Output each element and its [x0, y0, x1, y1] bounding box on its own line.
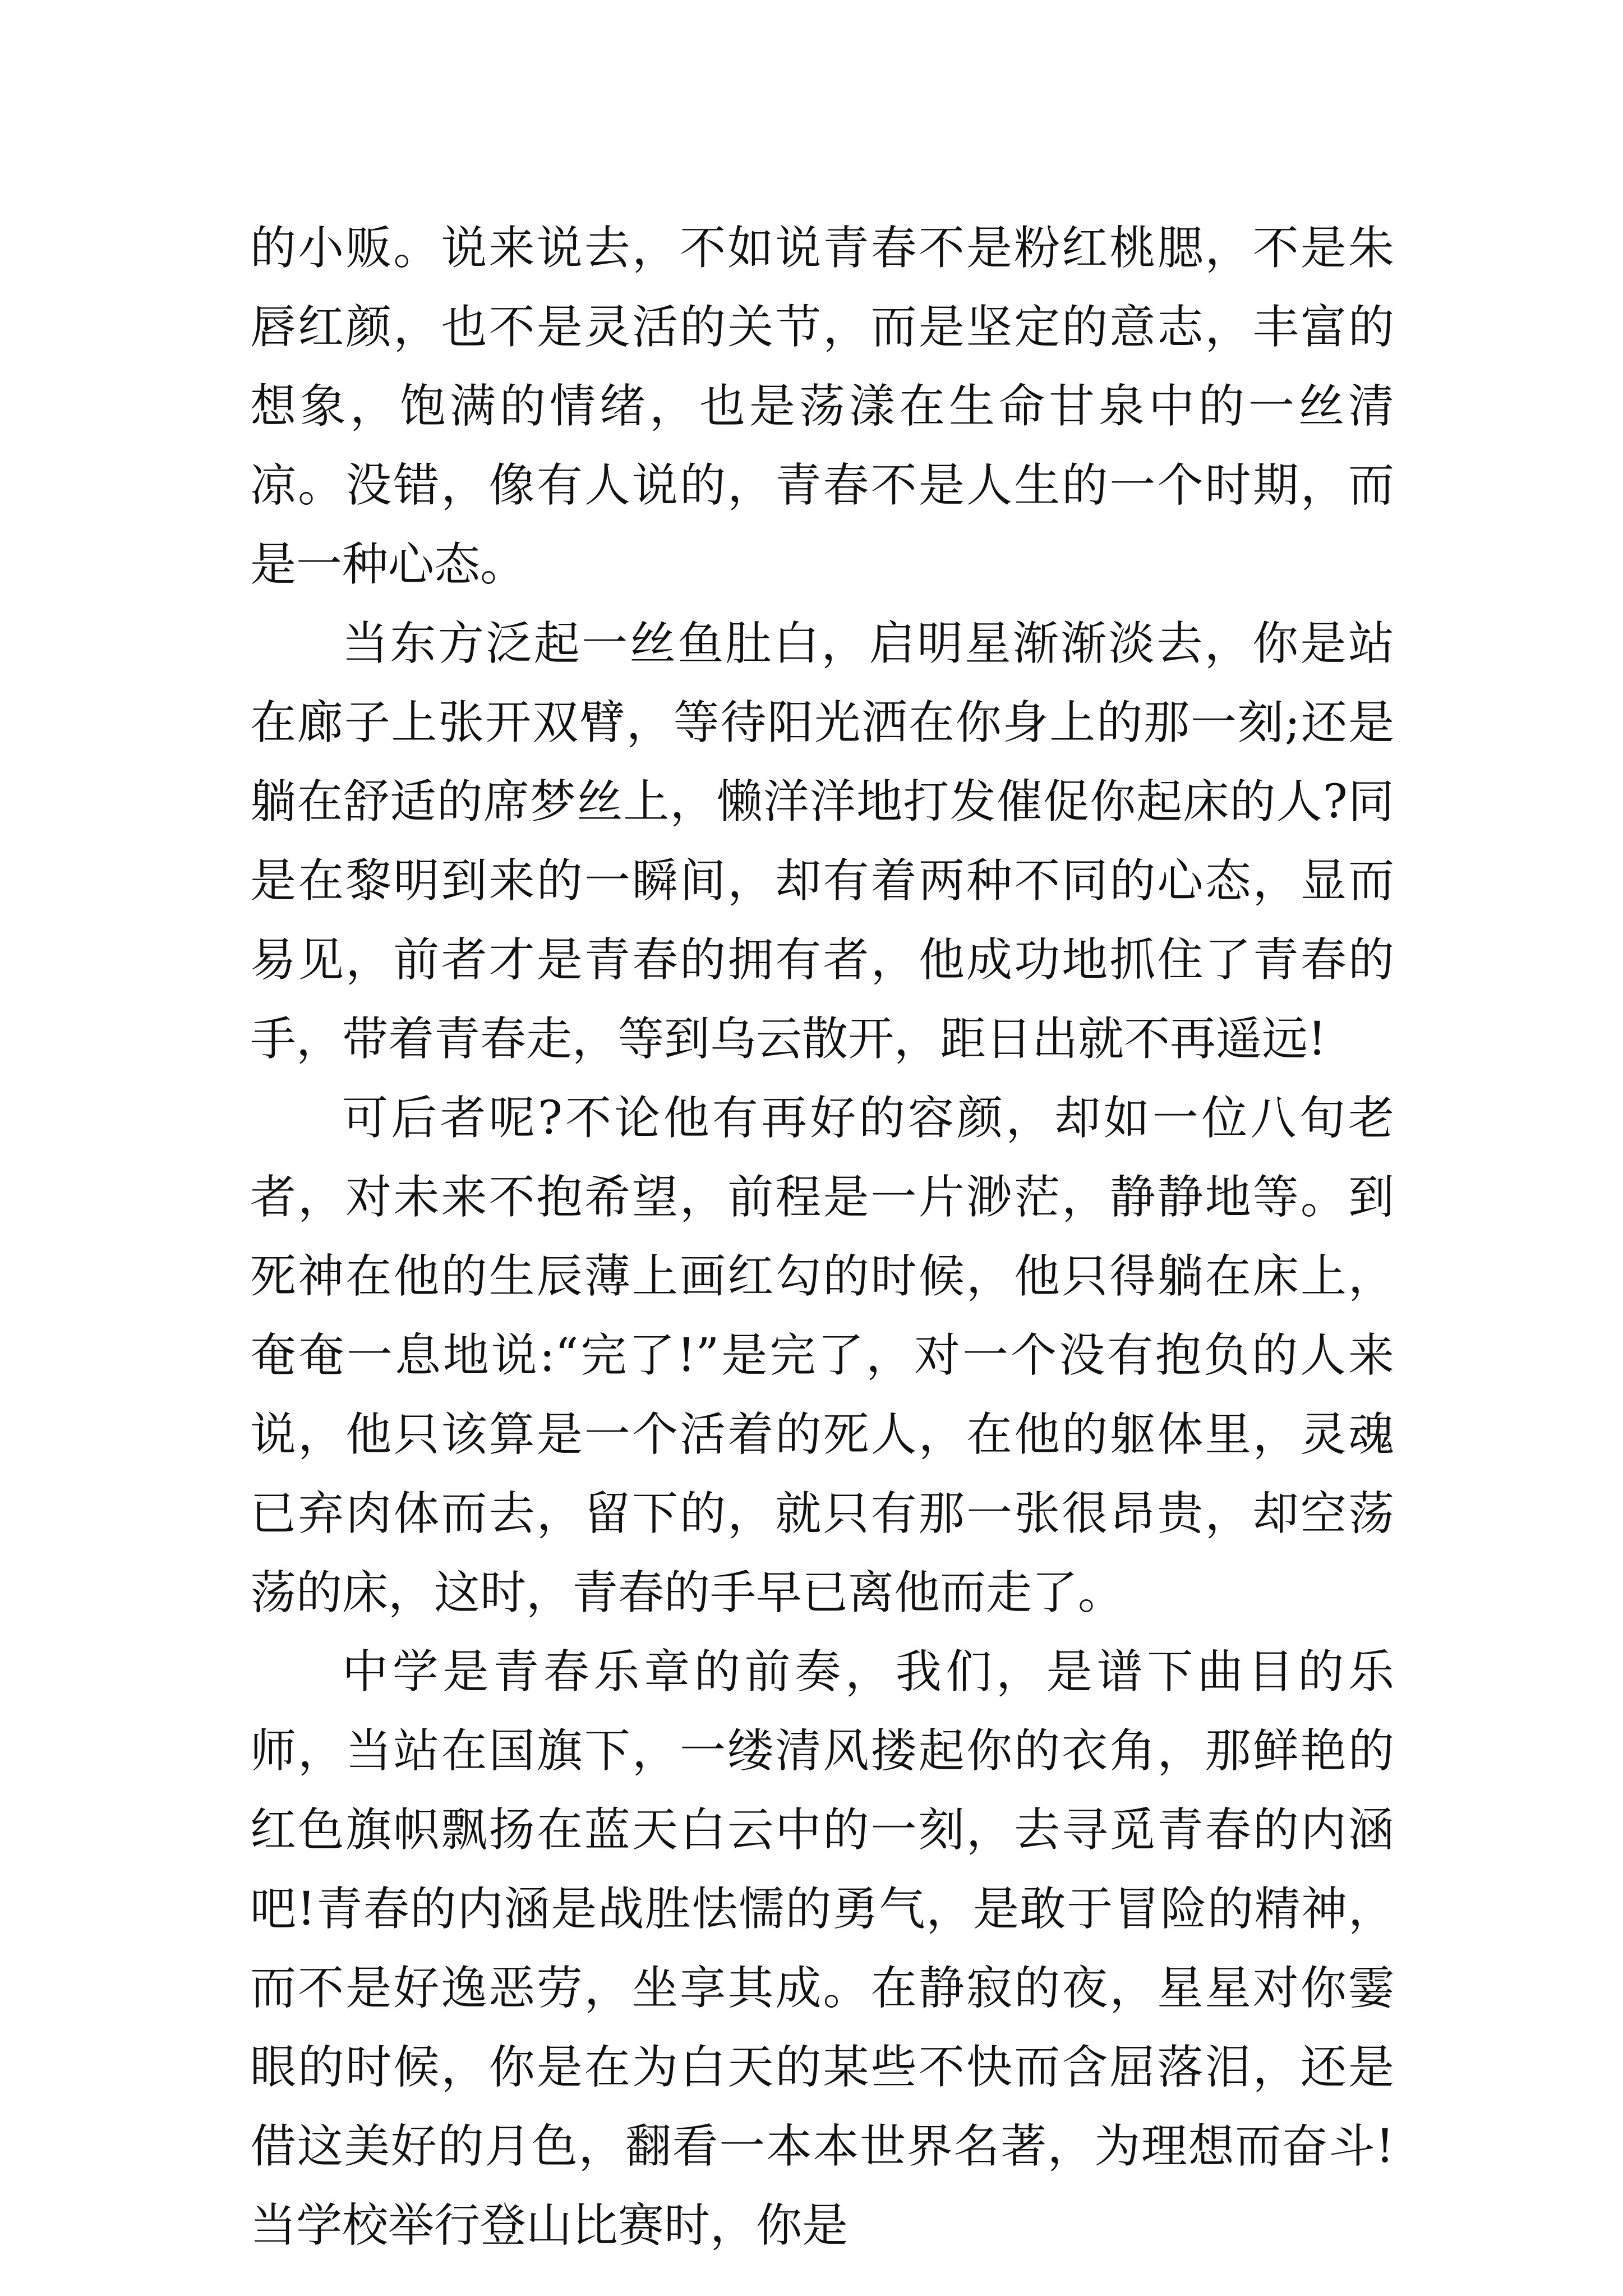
paragraph: 中学是青春乐章的前奏，我们，是谱下曲目的乐师，当站在国旗下，一缕清风搂起你的衣角，那鲜艳的红色旗帜飘扬在蓝天白云中的一刻，去寻觅青春的内涵吧!青春的内涵是战胜怯懦的勇气，是敢于冒险的精神，而不是好逸恶劳，坐享其成。在静寂的夜，星星对你霎眼的时候，你是在为白天的某些不快而含屈落泪，还是借这美好的月色，翻看一本本世界名著，为理想而奋斗!当学校举行登山比赛时，你是 [250, 1645, 1394, 2252]
paragraph: 可后者呢?不论他有再好的容颜，却如一位八旬老者，对未来不抱希望，前程是一片渺茫，静静地等。到死神在他的生辰薄上画红勾的时候，他只得躺在床上，奄奄一息地说:“完了!”是完了，对一个没有抱负的人来说，他只该算是一个活着的死人，在他的躯体里，灵魂已弃肉体而去，留下的，就只有那一张很昂贵，却空荡荡的床，这时，青春的手早已离他而走了。 [250, 1092, 1394, 1619]
paragraph: 的小贩。说来说去，不如说青春不是粉红桃腮，不是朱唇红颜，也不是灵活的关节，而是坚定的意志，丰富的想象，饱满的情绪，也是荡漾在生命甘泉中的一丝清凉。没错，像有人说的，青春不是人生的一个时期，而是一种心态。 [250, 222, 1394, 591]
document-body [250, 209, 1394, 2265]
paragraph: 当东方泛起一丝鱼肚白，启明星渐渐淡去，你是站在廊子上张开双臂，等待阳光洒在你身上的那一刻;还是躺在舒适的席梦丝上，懒洋洋地打发催促你起床的人?同是在黎明到来的一瞬间，却有着两种不同的心态，显而易见，前者才是青春的拥有者，他成功地抓住了青春的手，带着青春走，等到乌云散开，距日出就不再遥远! [250, 617, 1394, 1066]
